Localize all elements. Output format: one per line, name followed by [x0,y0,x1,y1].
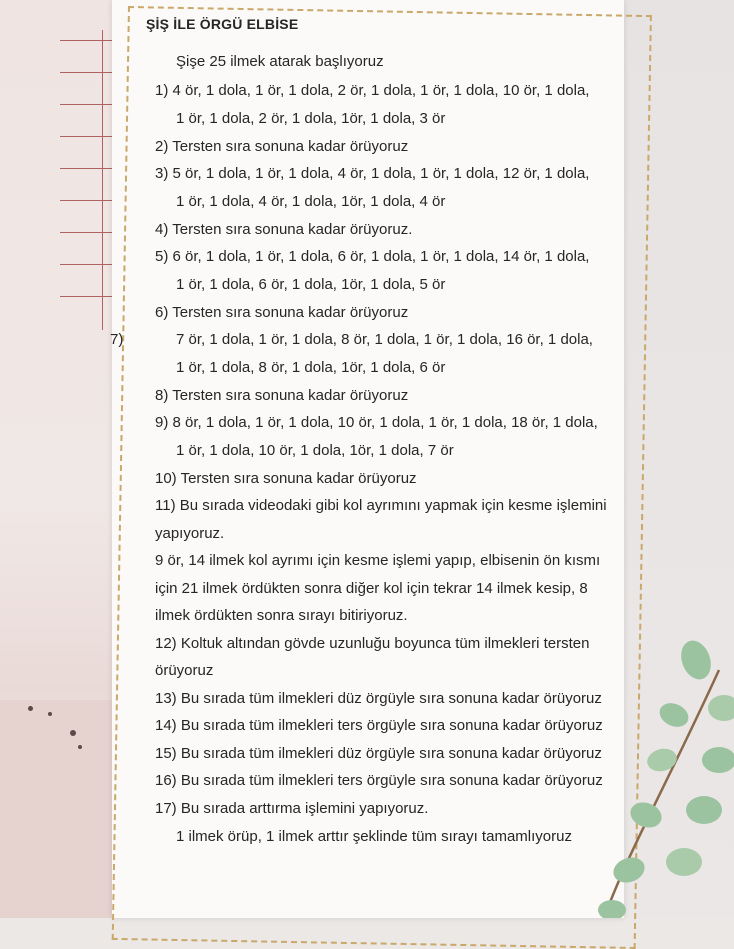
instruction-line: 1 ilmek örüp, 1 ilmek arttır şeklinde tüm sırayı tamamlıyoruz [176,828,572,845]
instruction-line: 9) 8 ör, 1 dola, 1 ör, 1 dola, 10 ör, 1 dola, 1 ör, 1 dola, 18 ör, 1 dola, [155,414,598,431]
instruction-line: yapıyoruz. [155,525,225,542]
instruction-line: 9 ör, 14 ilmek kol ayrımı için kesme işlemi yapıp, elbisenin ön kısmı [155,552,601,569]
instruction-line: 7 ör, 1 dola, 1 ör, 1 dola, 8 ör, 1 dola, 1 ör, 1 dola, 16 ör, 1 dola, [176,331,593,348]
instruction-line: Şişe 25 ilmek atarak başlıyoruz [176,53,384,70]
instruction-line: örüyoruz [155,662,214,679]
instruction-line: 1 ör, 1 dola, 6 ör, 1 dola, 1ör, 1 dola, 5 ör [176,276,446,293]
instruction-line: 6) Tersten sıra sonuna kadar örüyoruz [155,304,409,321]
instruction-line: 2) Tersten sıra sonuna kadar örüyoruz [155,138,409,155]
instruction-line: 8) Tersten sıra sonuna kadar örüyoruz [155,387,409,404]
instruction-line: 1 ör, 1 dola, 4 ör, 1 dola, 1ör, 1 dola, 4 ör [176,193,446,210]
instruction-line: 5) 6 ör, 1 dola, 1 ör, 1 dola, 6 ör, 1 dola, 1 ör, 1 dola, 14 ör, 1 dola, [155,248,590,265]
instruction-line: 7) [110,331,124,348]
instruction-line: 1 ör, 1 dola, 8 ör, 1 dola, 1ör, 1 dola, 6 ör [176,359,446,376]
instruction-line: 1) 4 ör, 1 dola, 1 ör, 1 dola, 2 ör, 1 dola, 1 ör, 1 dola, 10 ör, 1 dola, [155,82,590,99]
instruction-line: 12) Koltuk altından gövde uzunluğu boyunca tüm ilmekleri tersten [155,635,590,652]
instruction-line: 4) Tersten sıra sonuna kadar örüyoruz. [155,221,413,238]
instruction-line: 1 ör, 1 dola, 10 ör, 1 dola, 1ör, 1 dola, 7 ör [176,442,454,459]
instruction-line: 11) Bu sırada videodaki gibi kol ayrımını yapmak için kesme işlemini [155,497,607,514]
instruction-line: ilmek ördükten sonra sırayı bitiriyoruz. [155,607,408,624]
instruction-line: 10) Tersten sıra sonuna kadar örüyoruz [155,470,417,487]
instruction-line: 17) Bu sırada arttırma işlemini yapıyoruz. [155,800,429,817]
instruction-line: 16) Bu sırada tüm ilmekleri ters örgüyle sıra sonuna kadar örüyoruz [155,772,603,789]
page-title: ŞİŞ İLE ÖRGÜ ELBİSE [146,16,299,32]
instruction-line: için 21 ilmek ördükten sonra diğer kol için tekrar 14 ilmek kesip, 8 [155,580,588,597]
instruction-line: 13) Bu sırada tüm ilmekleri düz örgüyle sıra sonuna kadar örüyoruz [155,690,602,707]
instruction-line: 1 ör, 1 dola, 2 ör, 1 dola, 1ör, 1 dola, 3 ör [176,110,446,127]
instruction-line: 14) Bu sırada tüm ilmekleri ters örgüyle sıra sonuna kadar örüyoruz [155,717,603,734]
instruction-line: 15) Bu sırada tüm ilmekleri düz örgüyle sıra sonuna kadar örüyoruz [155,745,602,762]
instruction-line: 3) 5 ör, 1 dola, 1 ör, 1 dola, 4 ör, 1 dola, 1 ör, 1 dola, 12 ör, 1 dola, [155,165,590,182]
